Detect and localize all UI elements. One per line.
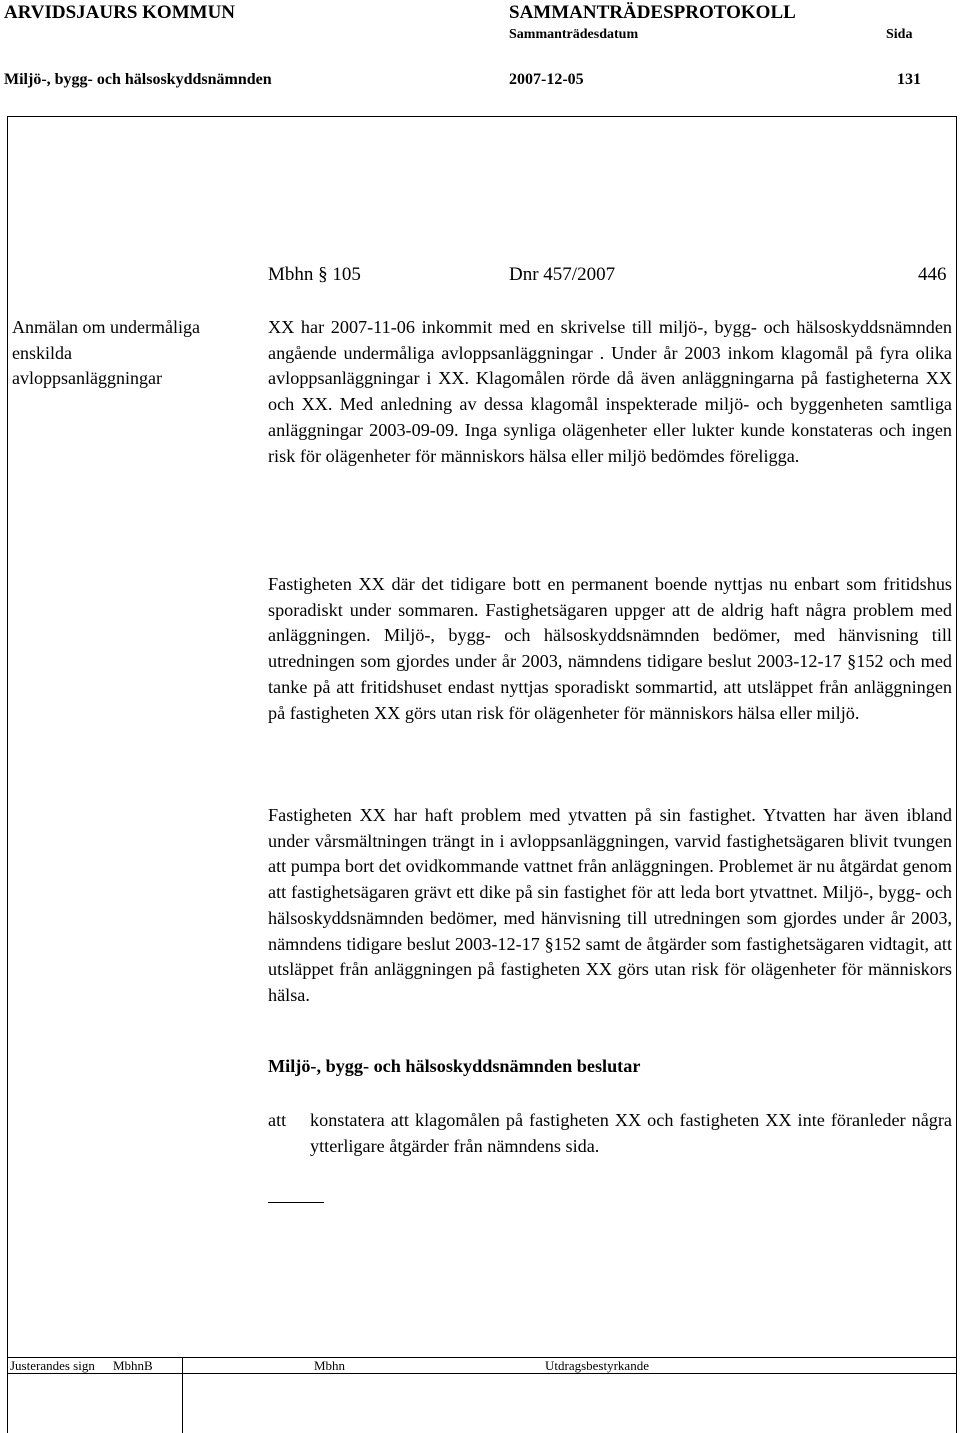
margin-heading-line-2: enskilda (12, 342, 72, 363)
paragraph-number: Mbhn § 105 (268, 264, 361, 285)
decision-text: konstatera att klagomålen på fastigheten XX och fastigheten XX inte föranleder några ytterligare åtgärder från nämndens sida. (310, 1110, 952, 1156)
footer-mid-label: Mbhn (314, 1358, 346, 1373)
municipality-name: ARVIDSJAURS KOMMUN (4, 2, 236, 23)
frame-left-rule (7, 116, 8, 1433)
footer-column-separator (182, 1357, 183, 1433)
frame-right-rule (956, 116, 957, 1433)
body-paragraph-1: XX har 2007-11-06 inkommit med en skrivelse till miljö-, bygg- och hälsoskyddsnämnden angående undermåliga avloppsanläggningar . Under år 2003 inkom klagomål på fyra olika avloppsanläggningar i XX. Klagomålen rörde då även anläggningarna på fastigheterna XX och XX. Med anledning av dessa klagomål inspekterade miljö- och byggenheten samtliga anläggningar 2003-09-09. Inga synliga olägenheter eller lukter kunde konstateras och ingen risk för olägenheter för människors hälsa eller miljö bedömdes föreligga. (268, 317, 952, 466)
page-label: Sida (886, 27, 913, 42)
document-type: SAMMANTRÄDESPROTOKOLL (509, 2, 796, 23)
meeting-date: 2007-12-05 (509, 71, 584, 88)
decision-clause (268, 1108, 952, 1159)
end-rule (268, 1202, 324, 1203)
diary-number: Dnr 457/2007 (509, 264, 616, 285)
footer-sign-label: Justerandes sign (10, 1358, 95, 1373)
margin-heading (12, 315, 247, 392)
decision-heading: Miljö-, bygg- och hälsoskyddsnämnden beslutar (268, 1056, 641, 1076)
page-number: 131 (897, 71, 921, 88)
decision-att: att (268, 1110, 287, 1130)
date-label: Sammanträdesdatum (509, 27, 639, 42)
footer-extract-label: Utdragsbestyrkande (545, 1358, 649, 1373)
body-paragraph-2: Fastigheten XX där det tidigare bott en permanent boende nyttjas nu enbart som fritidshus sporadiskt under sommaren. Fastighetsägaren uppger att de aldrig haft några problem med anläggningen. Miljö-, bygg- och hälsoskyddsnämnden bedömer, med hänvisning till utredningen som gjordes under år 2003, nämndens tidigare beslut 2003-12-17 §152 och med tanke på att fritidshuset endast nyttjas sporadiskt sommartid, att utsläppet från anläggningen på fastigheten XX görs utan risk för olägenheter för människors hälsa eller miljö. (268, 574, 952, 723)
margin-heading-line-1: Anmälan om undermåliga (12, 317, 200, 337)
case-number: 446 (918, 264, 947, 285)
committee-name: Miljö-, bygg- och hälsoskyddsnämnden (4, 71, 272, 88)
body-paragraph-3: Fastigheten XX har haft problem med ytvatten på sin fastighet. Ytvatten har även ibland under vårsmältningen trängt in i avloppsanläggningen, varvid fastighetsägaren blivit tvungen att pumpa bort det ovidkommande vattnet från anläggningen. Problemet är nu åtgärdat genom att fastighetsägaren grävt ett dike på sin fastighet för att leda bort ytvattnet. Miljö-, bygg- och hälsoskyddsnämnden bedömer, med hänvisning till utredningen som gjordes under år 2003, nämndens tidigare beslut 2003-12-17 §152 samt de åtgärder som fastighetsägaren vidtagit, att utsläppet från anläggningen på fastigheten XX görs utan risk för olägenheter för människors hälsa. (268, 805, 952, 1005)
margin-heading-line-3: avloppsanläggningar (12, 368, 162, 388)
frame-top-rule (7, 116, 957, 117)
footer-sign-value: MbhnB (113, 1358, 153, 1373)
